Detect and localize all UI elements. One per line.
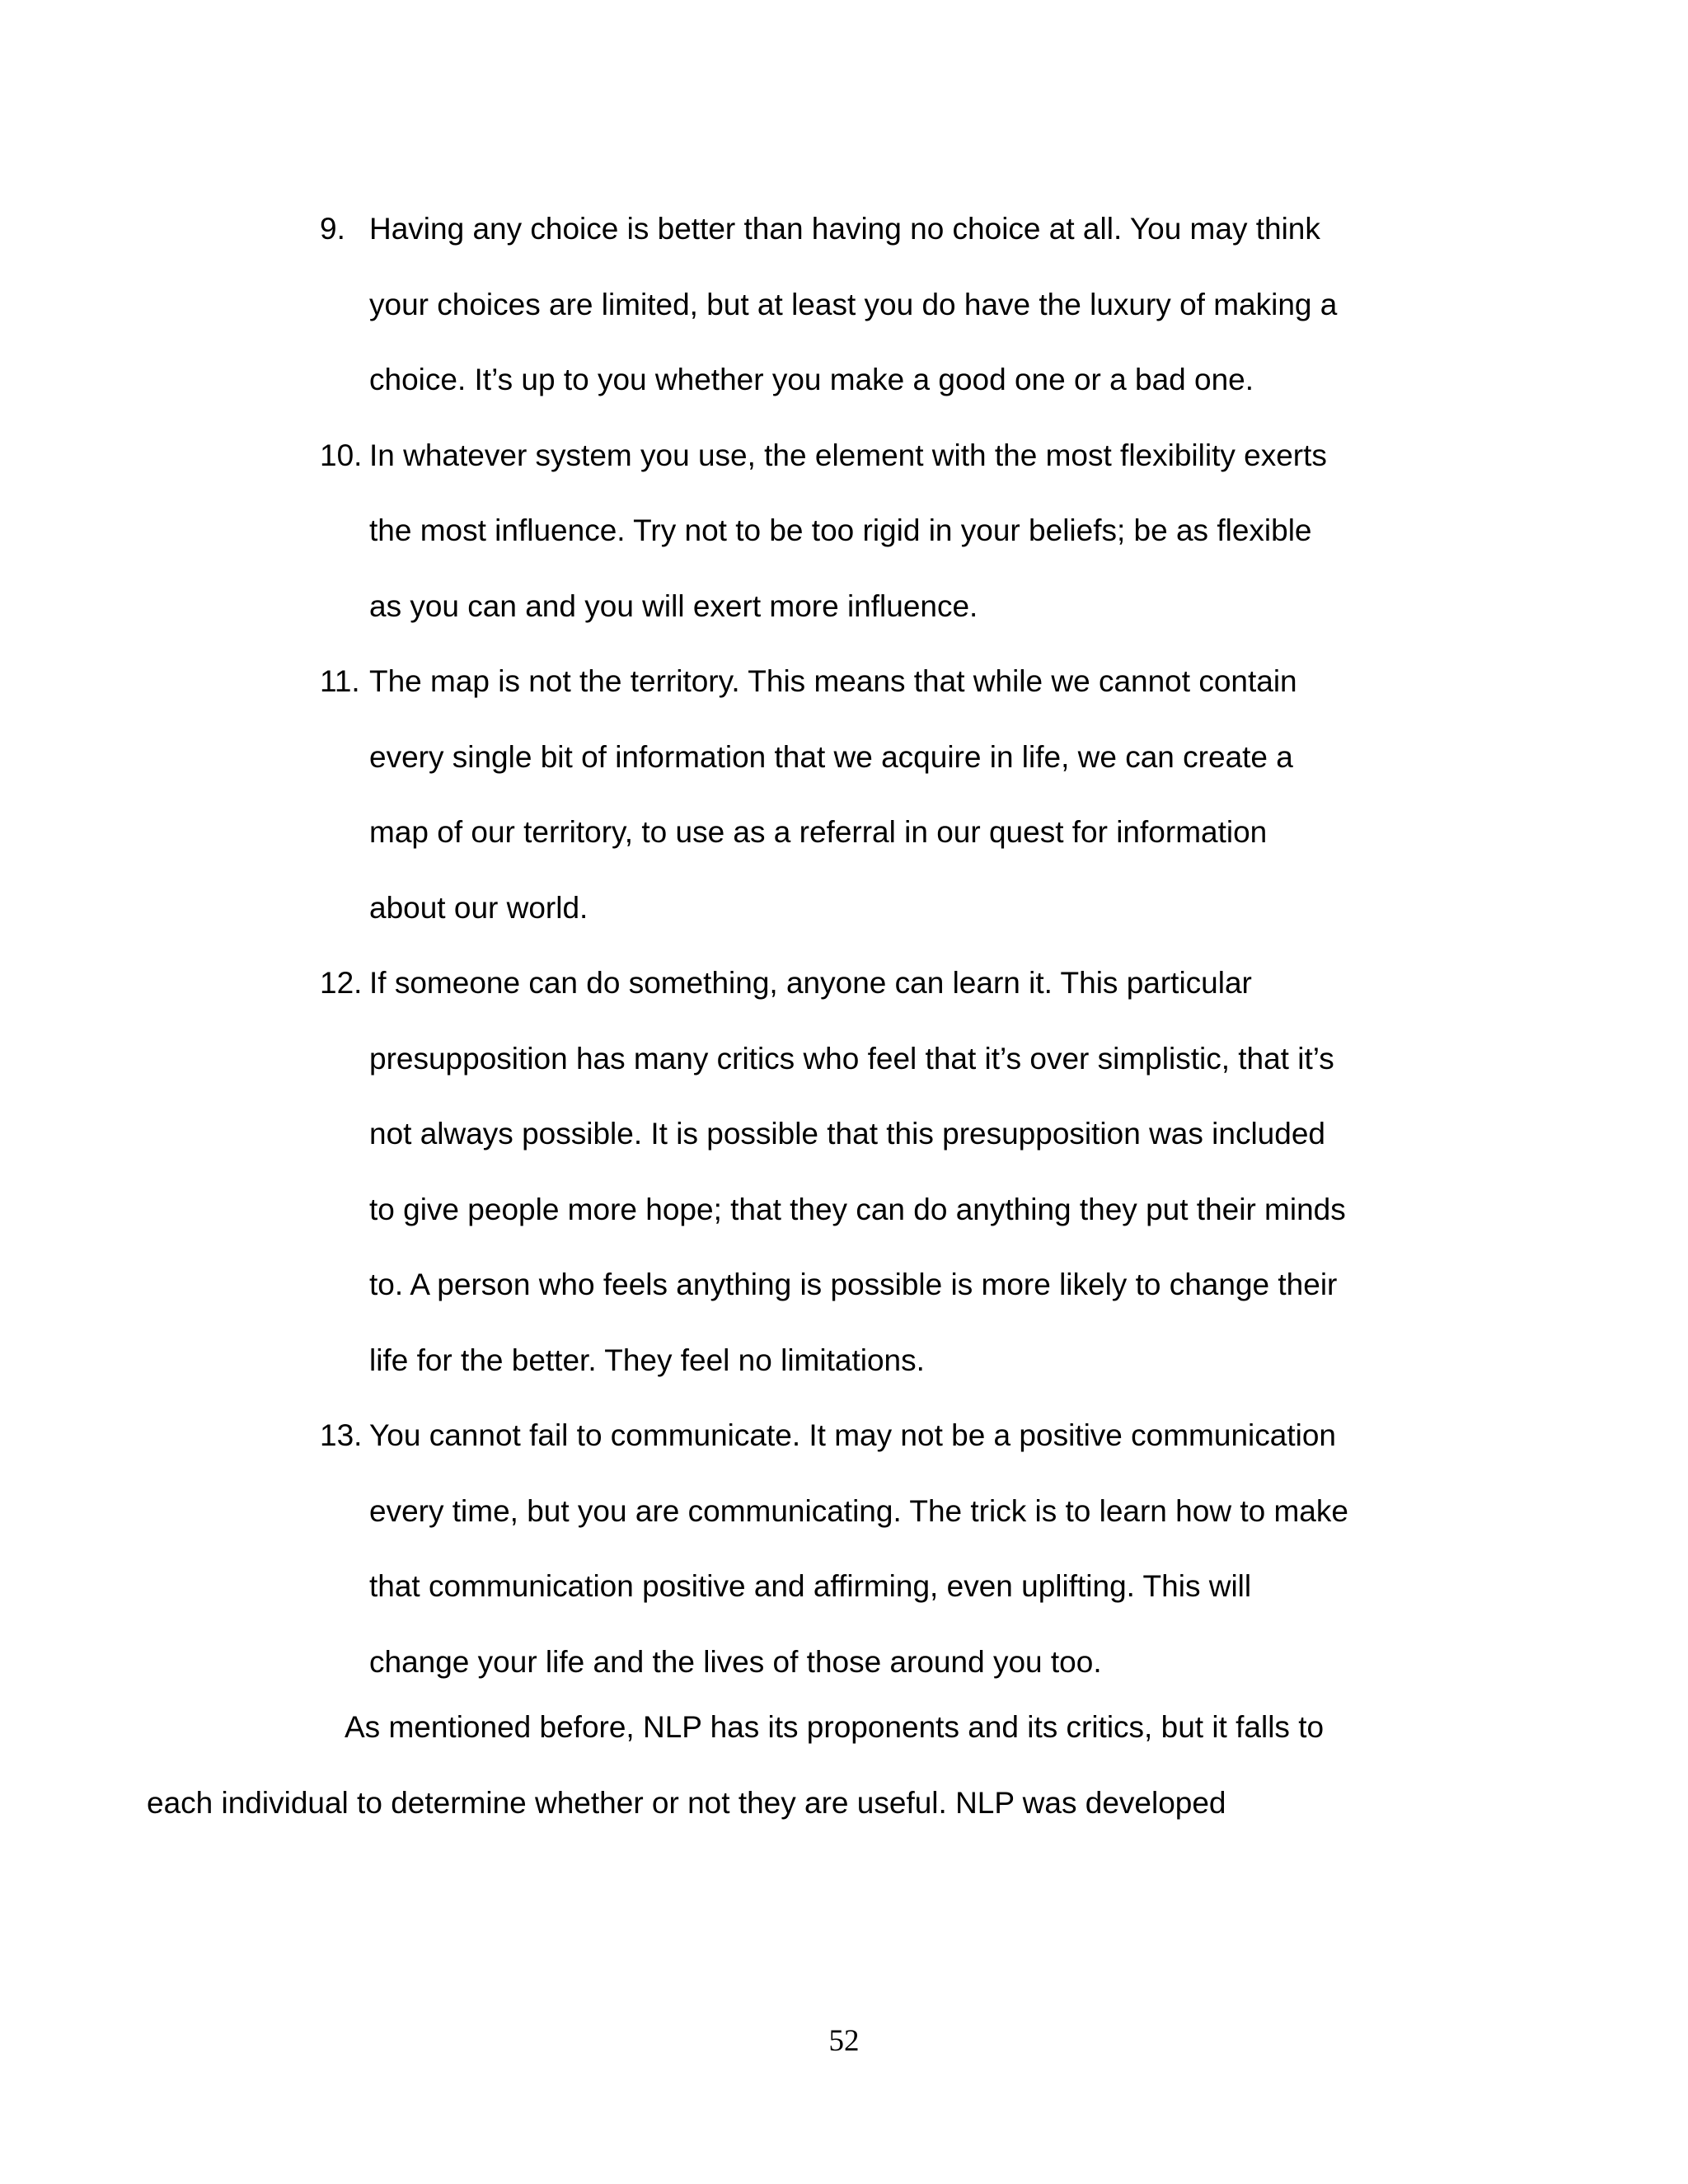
list-item-line: map of our territory, to use as a referral in our quest for information: [369, 815, 1268, 849]
paragraph-line: As mentioned before, NLP has its proponents and its critics, but it falls to: [345, 1710, 1325, 1744]
list-item: [320, 191, 1457, 418]
list-item-line: every single bit of information that we acquire in life, we can create a: [369, 739, 1293, 774]
presuppositions-list: [320, 191, 1457, 1699]
list-item-line: every time, but you are communicating. The trick is to learn how to make: [369, 1493, 1348, 1528]
list-item-number: 9.: [320, 212, 345, 246]
list-item-line: choice. It’s up to you whether you make a good one or a bad one.: [369, 363, 1254, 396]
list-item-line: In whatever system you use, the element with the most flexibility exerts: [369, 438, 1327, 472]
closing-paragraph: [147, 1690, 1416, 1840]
list-item-number: 13.: [320, 1418, 363, 1452]
page-number: 52: [828, 2024, 860, 2058]
list-item-line: about our world.: [369, 890, 588, 925]
list-item: [320, 418, 1457, 644]
list-item-line: change your life and the lives of those around you too.: [369, 1644, 1102, 1679]
list-item-line: as you can and you will exert more influence.: [369, 588, 978, 623]
list-item-line: to give people more hope; that they can do anything they put their minds: [369, 1192, 1346, 1226]
list-item: [320, 1398, 1457, 1699]
list-item: [320, 945, 1457, 1398]
list-item-line: presupposition has many critics who feel that it’s over simplistic, that it’s: [369, 1041, 1334, 1076]
list-item-line: life for the better. They feel no limitations.: [369, 1343, 925, 1377]
list-item-line: that communication positive and affirming, even uplifting. This will: [369, 1569, 1252, 1603]
list-item-line: the most influence. Try not to be too rigid in your beliefs; be as flexible: [369, 513, 1312, 547]
list-item: [320, 644, 1457, 945]
list-item-line: to. A person who feels anything is possible is more likely to change their: [369, 1268, 1338, 1301]
paragraph-line: each individual to determine whether or not they are useful. NLP was developed: [147, 1785, 1226, 1820]
list-item-line: Having any choice is better than having no choice at all. You may think: [369, 212, 1320, 246]
list-item-line: not always possible. It is possible that this presupposition was included: [369, 1117, 1325, 1151]
list-item-number: 11.: [320, 664, 360, 698]
list-item-number: 10.: [320, 438, 363, 472]
list-item-line: You cannot fail to communicate. It may not be a positive communication: [369, 1418, 1336, 1452]
list-item-line: If someone can do something, anyone can learn it. This particular: [369, 966, 1252, 1000]
list-item-number: 12.: [320, 966, 363, 1000]
list-item-line: your choices are limited, but at least you do have the luxury of making a: [369, 287, 1338, 321]
list-item-line: The map is not the territory. This means that while we cannot contain: [369, 664, 1297, 698]
